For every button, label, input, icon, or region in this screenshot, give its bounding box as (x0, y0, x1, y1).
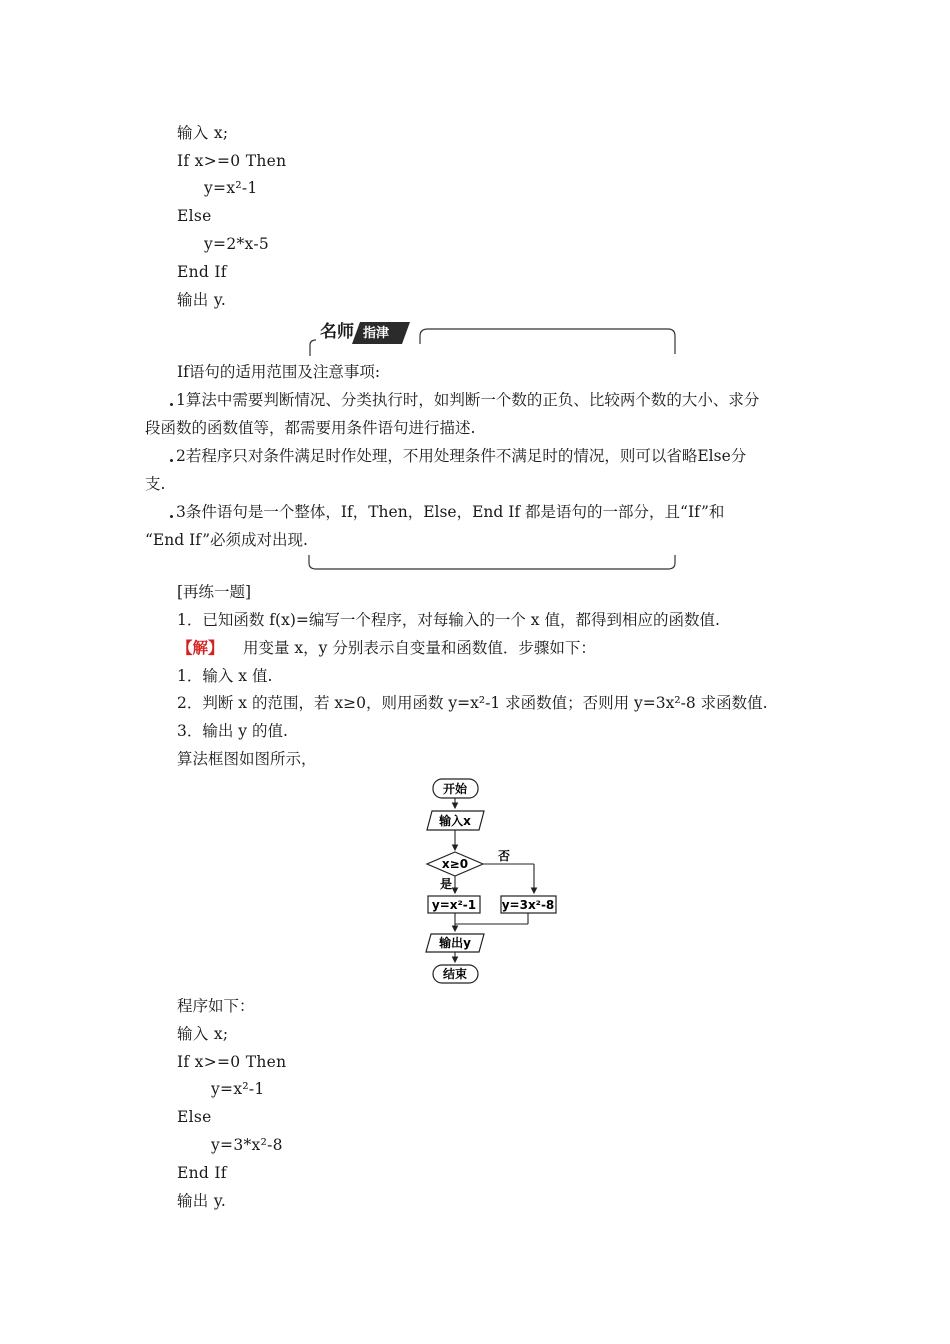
flow-yes-branch-text: y=x²-1 (431, 898, 477, 912)
flow-yes-label: 是 (440, 877, 453, 891)
code2-line4: Else (177, 1108, 212, 1126)
code1-line1: 输入 x; (177, 124, 229, 142)
flow-intro: 算法框图如图所示， (177, 750, 317, 768)
dot-marker (170, 403, 173, 406)
tip-item3-line1: 3条件语句是一个整体，If，Then，Else，End If 都是语句的一部分，且“If”和 (176, 503, 725, 521)
flow-output-text: 输出y (439, 936, 471, 950)
code1-line4: Else (177, 207, 212, 225)
dot-marker (170, 459, 173, 462)
exercise-problem: 1．已知函数 f(x)=编写一个程序，对每输入的一个 x 值，都得到相应的函数值. (177, 611, 720, 629)
code2-line7: 输出 y. (177, 1192, 227, 1210)
flow-condition-text: x≥0 (441, 857, 469, 871)
tip-item3-line2: “End If”必须成对出现. (145, 531, 308, 549)
code1-line5: y=2*x-5 (204, 235, 270, 253)
code2-line6: End If (177, 1164, 227, 1182)
tip-item2-line2: 支. (145, 475, 166, 493)
solution-text: 用变量 x，y 分别表示自变量和函数值．步骤如下： (243, 639, 596, 657)
code2-line2: If x>=0 Then (177, 1053, 287, 1071)
flow-start-text: 开始 (442, 782, 468, 796)
tip-heading: If语句的适用范围及注意事项: (177, 363, 381, 381)
tip-badge-sub: 指津 (363, 326, 390, 341)
tip-item1-line1: 1算法中需要判断情况、分类执行时，如判断一个数的正负、比较两个数的大小、求分 (176, 391, 760, 409)
exercise-title: [再练一题] (177, 583, 252, 601)
code1-line2: If x>=0 Then (177, 152, 287, 170)
code2-line5: y=3*x²-8 (211, 1136, 283, 1154)
flow-input-text: 输入x (439, 814, 471, 828)
step-3: 3．输出 y 的值. (177, 722, 288, 740)
code1-line7: 输出 y. (177, 291, 227, 309)
dot-marker (170, 515, 173, 518)
flow-end-text: 结束 (442, 967, 468, 981)
step-2: 2．判断 x 的范围，若 x≥0，则用函数 y=x²-1 求函数值；否则用 y=3x²-8 求函数值. (177, 694, 768, 712)
flowchart (422, 776, 572, 986)
flow-no-label: 否 (498, 849, 511, 863)
solution-tag: 【解】 (177, 638, 224, 657)
code1-line6: End If (177, 263, 227, 281)
program-intro: 程序如下： (177, 997, 255, 1015)
tip-item1-line2: 段函数的函数值等，都需要用条件语句进行描述. (145, 419, 476, 437)
tip-badge-main: 名师 (320, 322, 354, 342)
flow-no-branch-text: y=3x²-8 (501, 898, 555, 912)
code2-line3: y=x²-1 (211, 1080, 265, 1098)
code1-line3: y=x²-1 (204, 179, 258, 197)
step-1: 1．输入 x 值. (177, 667, 273, 685)
tip-item2-line1: 2若程序只对条件满足时作处理，不用处理条件不满足时的情况，则可以省略Else分 (176, 447, 747, 465)
code2-line1: 输入 x; (177, 1025, 229, 1043)
